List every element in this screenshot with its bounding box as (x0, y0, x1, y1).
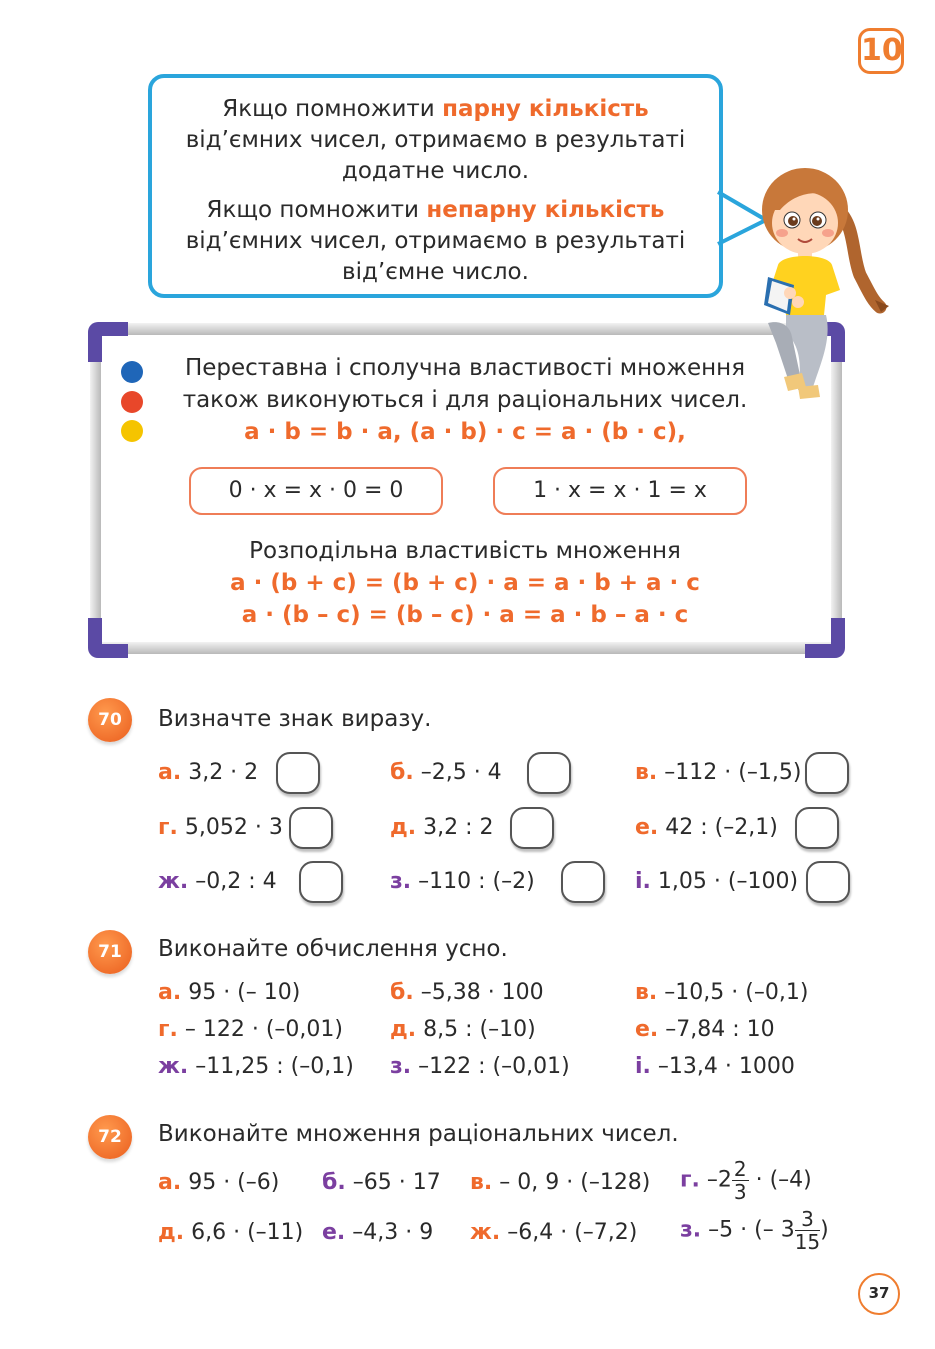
ex72-item-zh: ж. –6,4 · (–7,2) (470, 1220, 638, 1245)
board-corner-bottom-left (88, 618, 128, 658)
ex71-item-b: б. –5,38 · 100 (390, 980, 544, 1005)
girl-reading-illustration (760, 165, 895, 410)
ex72-item-d: д. 6,6 · (–11) (158, 1220, 304, 1245)
distributive-formula-plus: a · (b + c) = (b + c) · a = a · b + a · c (230, 570, 700, 596)
highlight-even-count: парну кількість (442, 96, 649, 122)
ex70-answer-box-z[interactable] (561, 861, 605, 903)
ex70-item-d: д. 3,2 : 2 (390, 815, 494, 840)
board-frame-left (90, 328, 101, 650)
ex72-item-v: в. – 0, 9 · (–128) (470, 1170, 651, 1195)
ex70-item-i: і. 1,05 · (–100) (635, 869, 799, 894)
distributive-title: Розподільна властивість множення (249, 538, 681, 564)
ex71-item-z: з. –122 : (–0,01) (390, 1054, 570, 1079)
section-number-badge: 10 (858, 28, 904, 74)
exercise-71-title: Виконайте обчислення усно. (158, 936, 508, 962)
board-corner-bottom-right (805, 618, 845, 658)
board-frame-top (92, 323, 840, 335)
ex70-answer-box-b[interactable] (527, 752, 571, 794)
fraction-two-thirds: $\frac{2}{3}$ (733, 1157, 747, 1204)
ex70-item-a: а. 3,2 · 2 (158, 760, 259, 785)
yellow-dot-icon (121, 420, 143, 442)
ex70-answer-box-e[interactable] (795, 807, 839, 849)
ex70-item-z: з. –110 : (–2) (390, 869, 535, 894)
ex70-answer-box-g[interactable] (289, 807, 333, 849)
ex71-item-g: г. – 122 · (–0,01) (158, 1017, 343, 1042)
highlight-odd-count: непарну кількість (426, 197, 665, 223)
ex70-item-b: б. –2,5 · 4 (390, 760, 502, 785)
exercise-70-badge: 70 (88, 698, 132, 742)
ex71-item-e: е. –7,84 : 10 (635, 1017, 775, 1042)
ex70-item-g: г. 5,052 · 3 (158, 815, 283, 840)
speech-bubble (148, 74, 723, 298)
bubble-paragraph-even: Якщо помножити парну кількість від’ємних чисел, отримаємо в результаті додатне число. (185, 96, 686, 184)
ex72-item-a: а. 95 · (–6) (158, 1170, 280, 1195)
commutative-associative-formula: a · b = b · a, (a · b) · c = a · (b · c), (244, 419, 686, 445)
blue-dot-icon (121, 361, 143, 383)
zero-property-box: 0 · x = x · 0 = 0 (189, 467, 443, 515)
ex72-item-z: з. –5 · (– 3 $\frac{3}{15}$ ) (680, 1207, 829, 1254)
page-number: 37 (858, 1273, 900, 1315)
ex70-answer-box-d[interactable] (510, 807, 554, 849)
ex72-item-g: г. –2 $\frac{2}{3}$ · (–4) (680, 1157, 812, 1204)
fraction-three-fifteenths: $\frac{3}{15}$ (794, 1207, 821, 1254)
ex70-answer-box-a[interactable] (276, 752, 320, 794)
one-property-box: 1 · x = x · 1 = x (493, 467, 747, 515)
exercise-71-badge: 71 (88, 930, 132, 974)
ex70-item-zh: ж. –0,2 : 4 (158, 869, 277, 894)
ex70-item-v: в. –112 · (–1,5) (635, 760, 802, 785)
ex70-answer-box-i[interactable] (806, 861, 850, 903)
ex70-answer-box-zh[interactable] (299, 861, 343, 903)
ex71-item-v: в. –10,5 · (–0,1) (635, 980, 809, 1005)
board-properties-text: Переставна і сполучна властивості множення також виконуються і для раціональних чисел. a · b = b · a, (a · b) · c = a · (b · c), (160, 352, 770, 448)
board-corner-top-left (88, 322, 128, 362)
distributive-formula-minus: a · (b – c) = (b – c) · a = a · b – a · c (241, 602, 689, 628)
ex70-item-e: е. 42 : (–2,1) (635, 815, 778, 840)
ex71-item-i: і. –13,4 · 1000 (635, 1054, 795, 1079)
ex72-item-e: е. –4,3 · 9 (322, 1220, 434, 1245)
exercise-72-badge: 72 (88, 1115, 132, 1159)
distributive-property (160, 535, 770, 631)
bubble-paragraph-odd: Якщо помножити непарну кількість від’ємних чисел, отримаємо в результаті від’ємне число. (185, 197, 686, 285)
exercise-72-title: Виконайте множення раціональних чисел. (158, 1121, 679, 1147)
exercise-70-title: Визначте знак виразу. (158, 706, 432, 732)
ex72-item-b: б. –65 · 17 (322, 1170, 441, 1195)
ex70-answer-box-v[interactable] (805, 752, 849, 794)
red-dot-icon (121, 391, 143, 413)
ex71-item-a: а. 95 · (– 10) (158, 980, 301, 1005)
ex71-item-zh: ж. –11,25 : (–0,1) (158, 1054, 354, 1079)
board-frame-bottom (92, 642, 840, 654)
ex71-item-d: д. 8,5 : (–10) (390, 1017, 536, 1042)
